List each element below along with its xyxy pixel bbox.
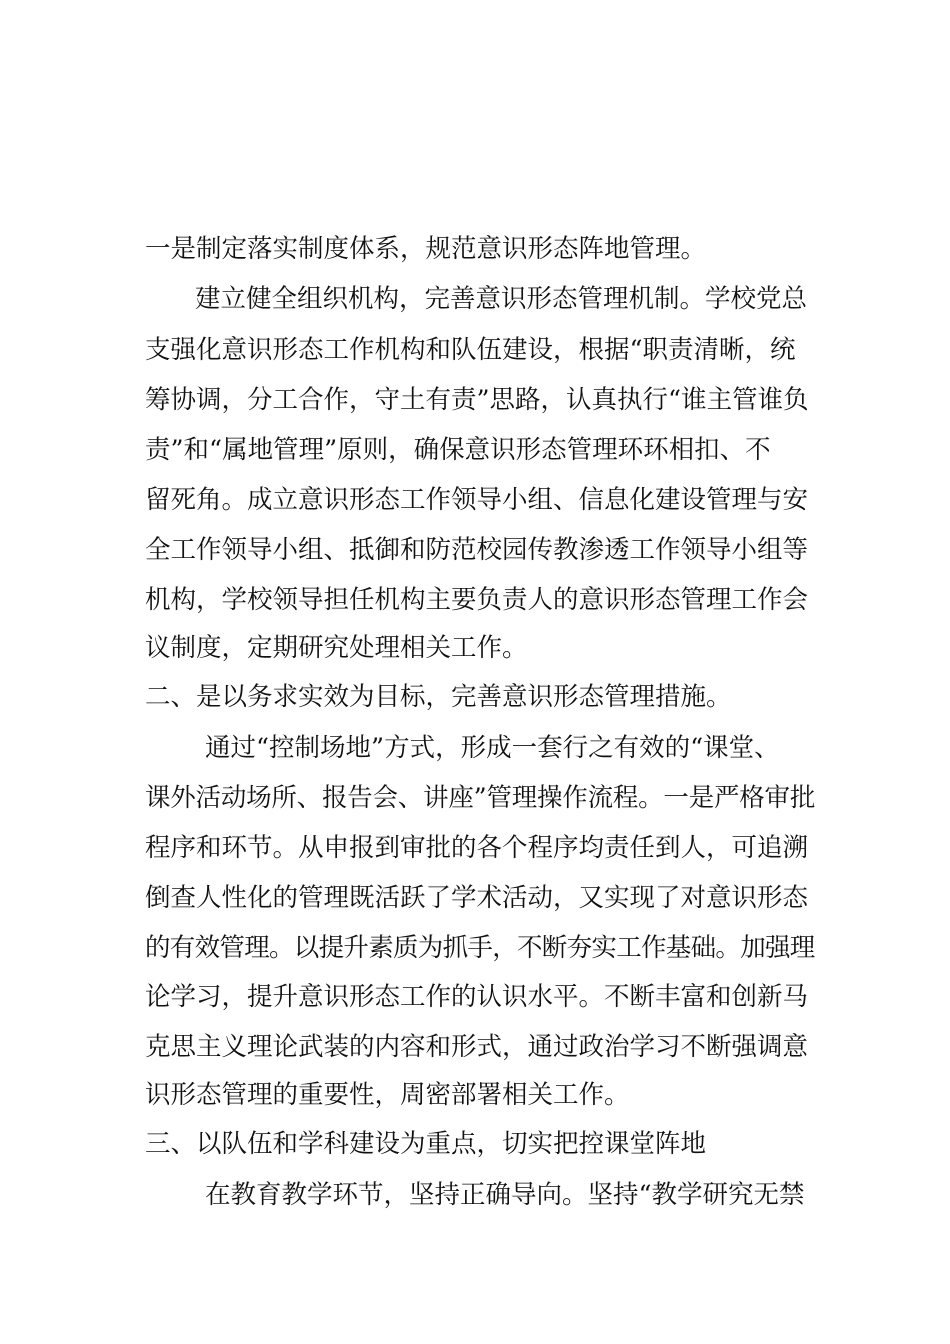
paragraph-line: 课外活动场所、报告会、讲座”管理操作流程。一是严格审批 [145,783,815,813]
paragraph-line: 筹协调，分工合作，守土有责”思路，认真执行“谁主管谁负 [145,385,809,415]
paragraph-line: 克思主义理论武装的内容和形式，通过政治学习不断强调意 [145,1032,809,1062]
section-heading-2: 二、是以务求实效为目标，完善意识形态管理措施。 [145,682,732,712]
section-heading-1: 一是制定落实制度体系，规范意识形态阵地管理。 [145,234,707,264]
paragraph-line: 全工作领导小组、抵御和防范校园传教渗透工作领导小组等 [145,535,809,565]
paragraph-line: 支强化意识形态工作机构和队伍建设，根据“职责清晰，统 [145,335,796,365]
section-heading-3: 三、以队伍和学科建设为重点，切实把控课堂阵地 [145,1129,707,1159]
paragraph-line: 议制度，定期研究处理相关工作。 [145,633,528,663]
paragraph-line: 留死角。成立意识形态工作领导小组、信息化建设管理与安 [145,485,809,515]
paragraph-line: 程序和环节。从申报到审批的各个程序均责任到人，可追溯 [145,833,809,863]
paragraph-line: 识形态管理的重要性，周密部署相关工作。 [145,1080,630,1110]
paragraph-line: 建立健全组织机构，完善意识形态管理机制。学校党总 [195,284,808,314]
paragraph-line: 的有效管理。以提升素质为抓手，不断夯实工作基础。加强理 [145,933,815,963]
paragraph-line: 通过“控制场地”方式，形成一套行之有效的“课堂、 [205,733,780,763]
paragraph-line: 在教育教学环节，坚持正确导向。坚持“教学研究无禁 [205,1180,805,1210]
paragraph-line: 倒查人性化的管理既活跃了学术活动，又实现了对意识形态 [145,883,809,913]
paragraph-line: 责”和“属地管理”原则，确保意识形态管理环环相扣、不 [145,435,771,465]
paragraph-line: 论学习，提升意识形态工作的认识水平。不断丰富和创新马 [145,982,809,1012]
paragraph-line: 机构，学校领导担任机构主要负责人的意识形态管理工作会 [145,585,809,615]
